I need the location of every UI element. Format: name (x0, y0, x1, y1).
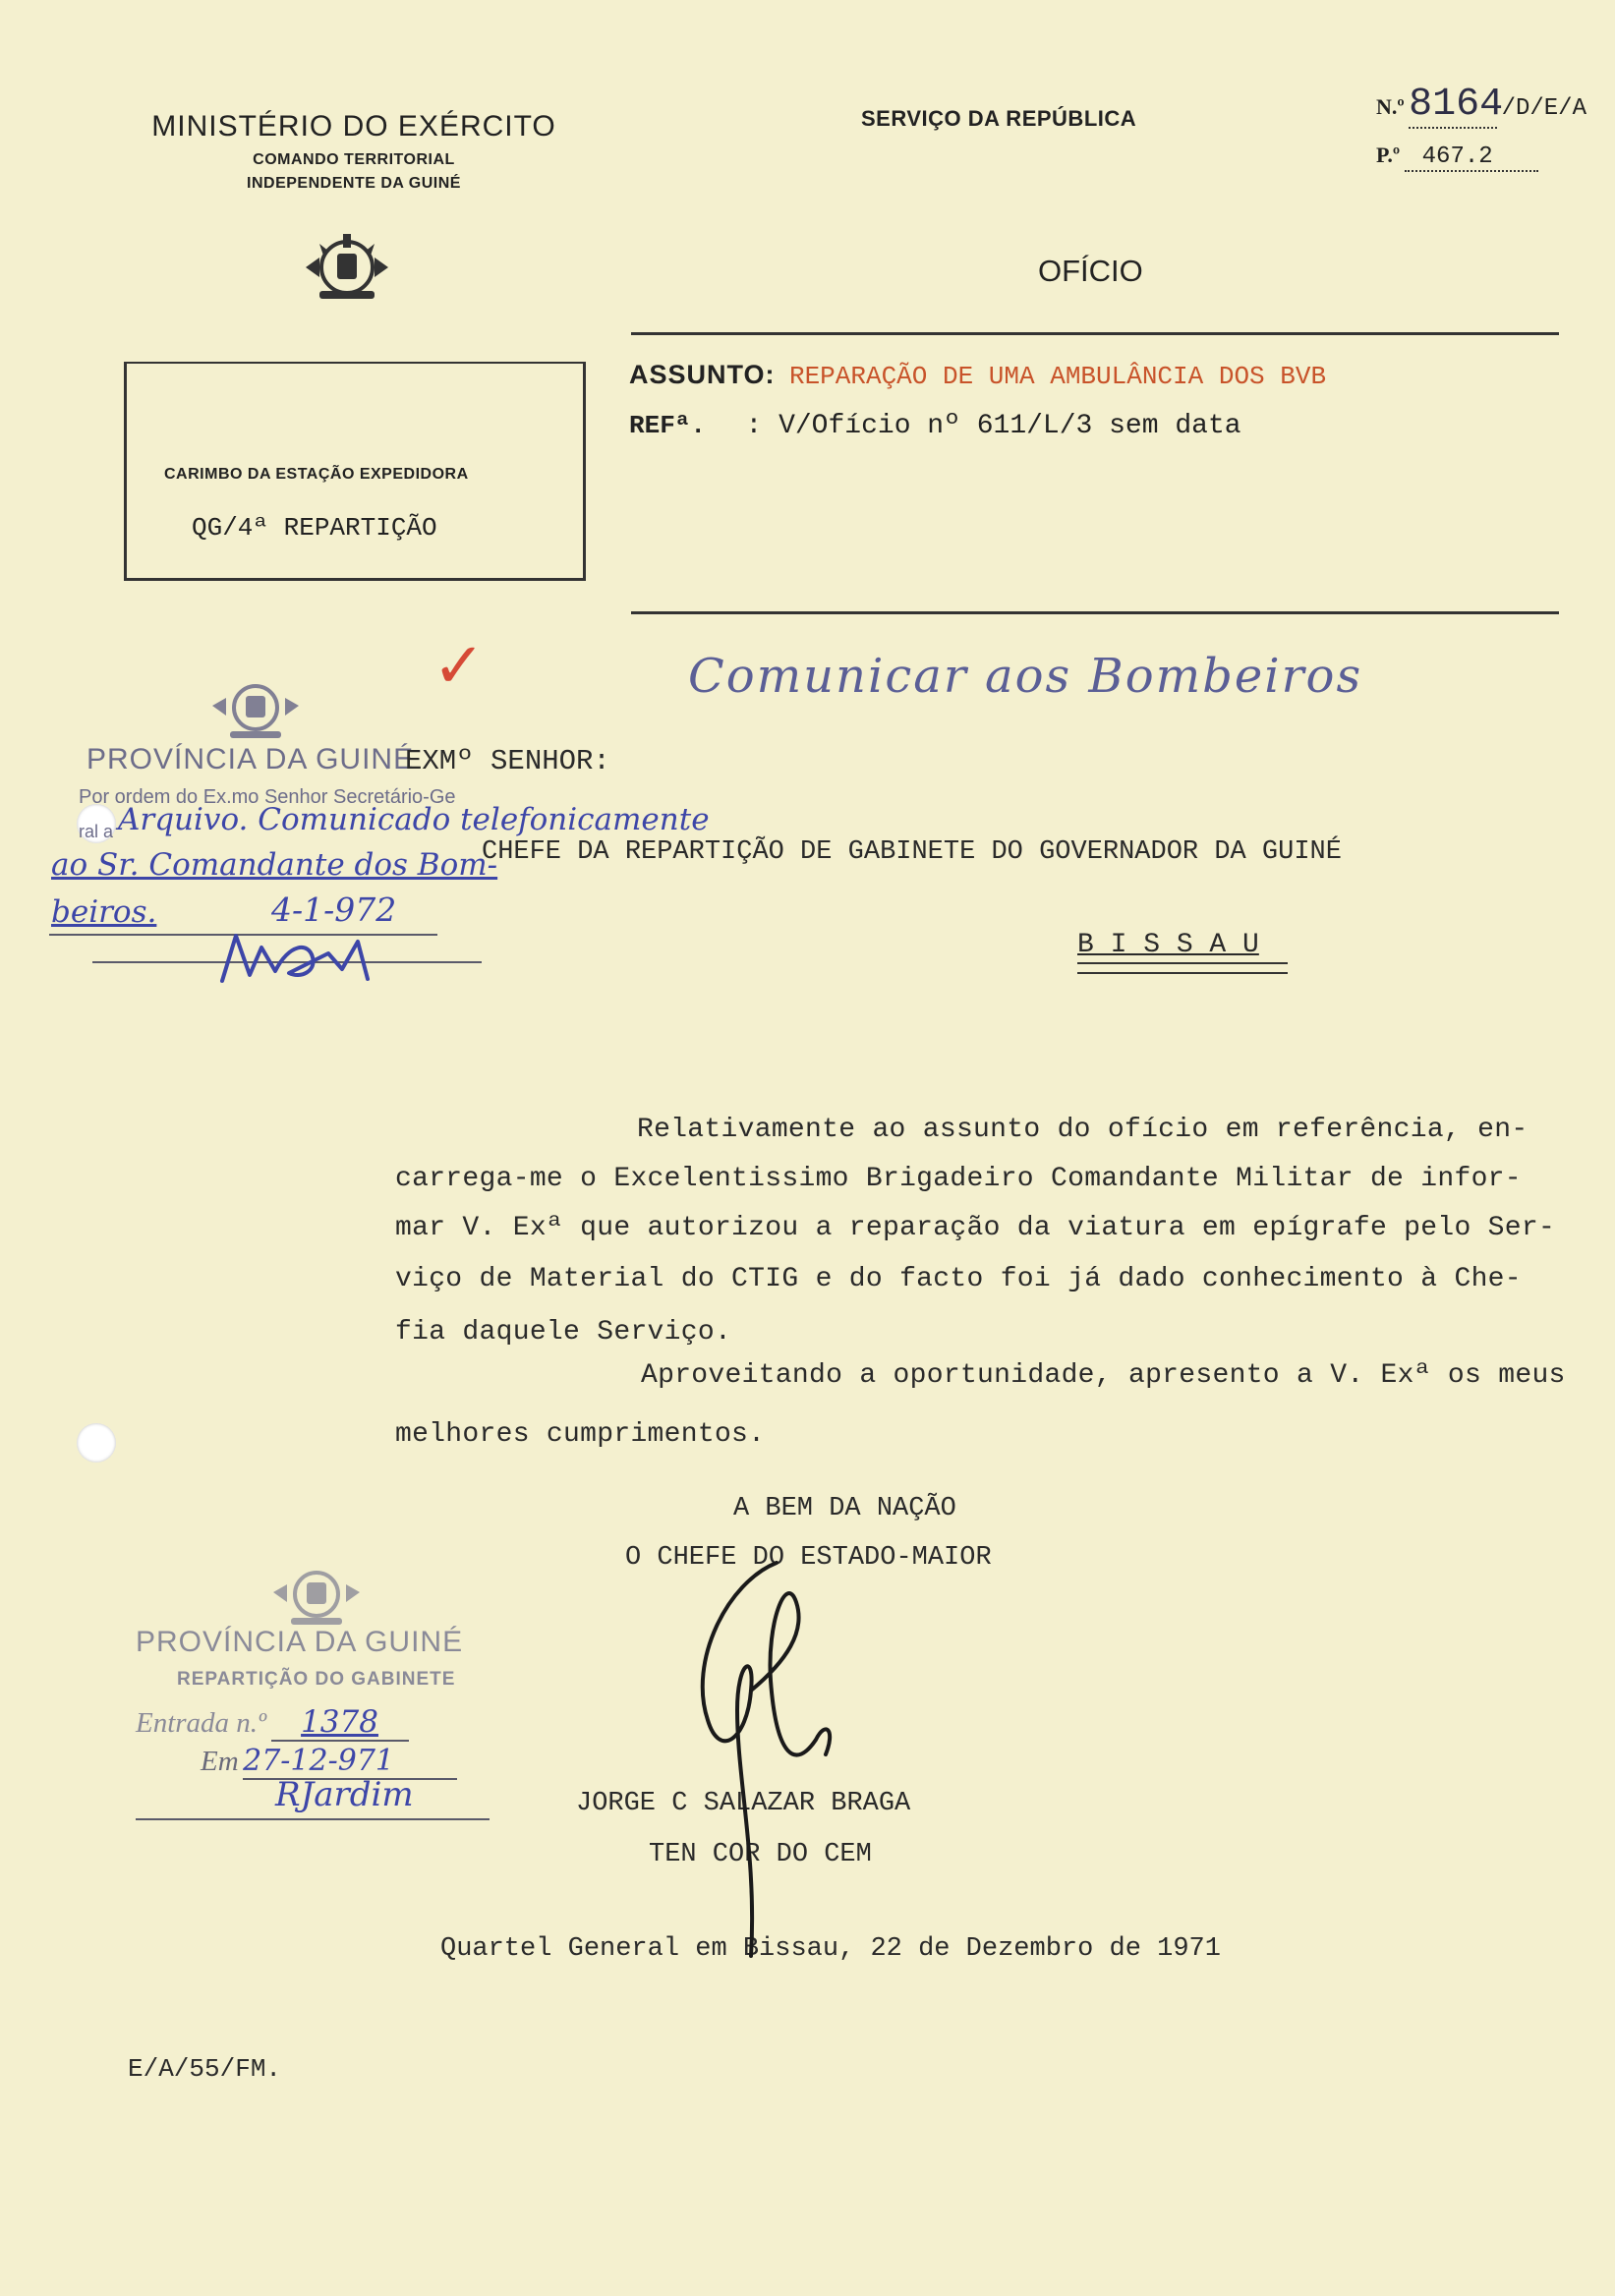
stamp-bottom-title: PROVÍNCIA DA GUINÉ (136, 1626, 464, 1658)
body-line-6: Aproveitando a oportunidade, apresento a V. Exª os meus (641, 1360, 1566, 1391)
header-rule-top (631, 332, 1559, 335)
stamp-box-label: CARIMBO DA ESTAÇÃO EXPEDIDORA (164, 466, 469, 483)
stamp-top-line2: ral a (79, 822, 114, 841)
crest-stamp-icon (208, 672, 303, 743)
refs-block (629, 411, 1241, 441)
city-block (1077, 930, 1288, 974)
entry-value: 1378 (301, 1704, 378, 1740)
city: B I S S A U (1077, 930, 1259, 960)
punch-hole-lower (77, 1423, 116, 1463)
process-label: P.º (1376, 143, 1401, 167)
stamp-date-value: 27-12-971 (243, 1744, 395, 1778)
closing-name: JORGE C SALAZAR BRAGA (576, 1789, 911, 1818)
stamp-top-hand-line1: Arquivo. Comunicado telefonicamente (118, 802, 710, 837)
recipient: CHEFE DA REPARTIÇÃO DE GABINETE DO GOVERNADOR DA GUINÉ (482, 837, 1342, 867)
subject-label: ASSUNTO: (629, 360, 776, 389)
number-label: N.º (1376, 94, 1405, 119)
number-suffix: /D/E/A (1501, 95, 1586, 122)
footer-code: E/A/55/FM. (128, 2054, 282, 2084)
command-line-1: COMANDO TERRITORIAL (253, 151, 455, 168)
place-date: Quartel General em Bissau, 22 de Dezembro de 1971 (440, 1934, 1221, 1964)
stamp-top-title: PROVÍNCIA DA GUINÉ (87, 743, 415, 775)
city-double-underline (1077, 962, 1288, 974)
stamp-top-hand-line3: beiros. (51, 894, 157, 930)
stamp-date-label: Em (201, 1746, 239, 1777)
stamp-top-date: 4-1-972 (271, 890, 397, 929)
ministry-name: MINISTÉRIO DO EXÉRCITO (151, 110, 556, 143)
body-line-1: Relativamente ao assunto do ofício em referência, en- (637, 1115, 1528, 1145)
command-line-2: INDEPENDENTE DA GUINÉ (247, 175, 461, 192)
handwritten-note-top: Comunicar aos Bombeiros (688, 649, 1363, 704)
chief-signature-icon (668, 1543, 865, 1976)
entry-label: Entrada n.º (136, 1707, 267, 1739)
body-line-7: melhores cumprimentos. (395, 1419, 766, 1450)
refs-label: REFª. (629, 411, 707, 440)
stamp-bottom-signature: RJardim (275, 1775, 414, 1814)
stamp-bottom-entry (136, 1704, 409, 1742)
stamp-bottom-rule (136, 1818, 490, 1820)
reference-numbers (1376, 83, 1612, 172)
body-line-2: carrega-me o Excelentissimo Brigadeiro Comandante Militar de infor- (395, 1164, 1522, 1194)
coat-of-arms-icon (300, 228, 394, 307)
stamp-bottom-subtitle: REPARTIÇÃO DO GABINETE (177, 1669, 456, 1690)
stamp-top-initials-icon (210, 924, 387, 993)
body-line-4: viço de Material do CTIG e do facto foi já dado conhecimento à Che- (395, 1264, 1522, 1294)
check-mark: ✓ (433, 630, 486, 701)
body-line-3: mar V. Exª que autorizou a reparação da viatura em epígrafe pelo Ser- (395, 1213, 1556, 1243)
subject-block (629, 360, 1326, 391)
crest-stamp-bottom-icon (269, 1559, 364, 1630)
stamp-top-line1: Por ordem do Ex.mo Senhor Secretário-Ge (79, 786, 456, 808)
header-rule-bottom (631, 611, 1559, 614)
subject-value: REPARAÇÃO DE UMA AMBULÂNCIA DOS BVB (788, 362, 1327, 391)
stamp-top-hand-line2: ao Sr. Comandante dos Bom- (51, 847, 498, 883)
refs-value: : V/Ofício nº 611/L/3 sem data (745, 411, 1241, 441)
body-line-5: fia daquele Serviço. (395, 1317, 732, 1348)
process-value: 467.2 (1421, 144, 1493, 170)
sender-stamp-box (124, 362, 586, 581)
closing-rank: TEN COR DO CEM (649, 1840, 872, 1869)
number-value: 8164 (1409, 83, 1504, 127)
stamp-box-value: QG/4ª REPARTIÇÃO (192, 513, 437, 543)
service-header: SERVIÇO DA REPÚBLICA (861, 106, 1137, 131)
document-type: OFÍCIO (1038, 254, 1143, 288)
closing-motto: A BEM DA NAÇÃO (733, 1494, 956, 1523)
salutation: EXMº SENHOR: (405, 745, 610, 777)
closing-role: O CHEFE DO ESTADO-MAIOR (625, 1543, 992, 1573)
letterhead (147, 110, 560, 193)
